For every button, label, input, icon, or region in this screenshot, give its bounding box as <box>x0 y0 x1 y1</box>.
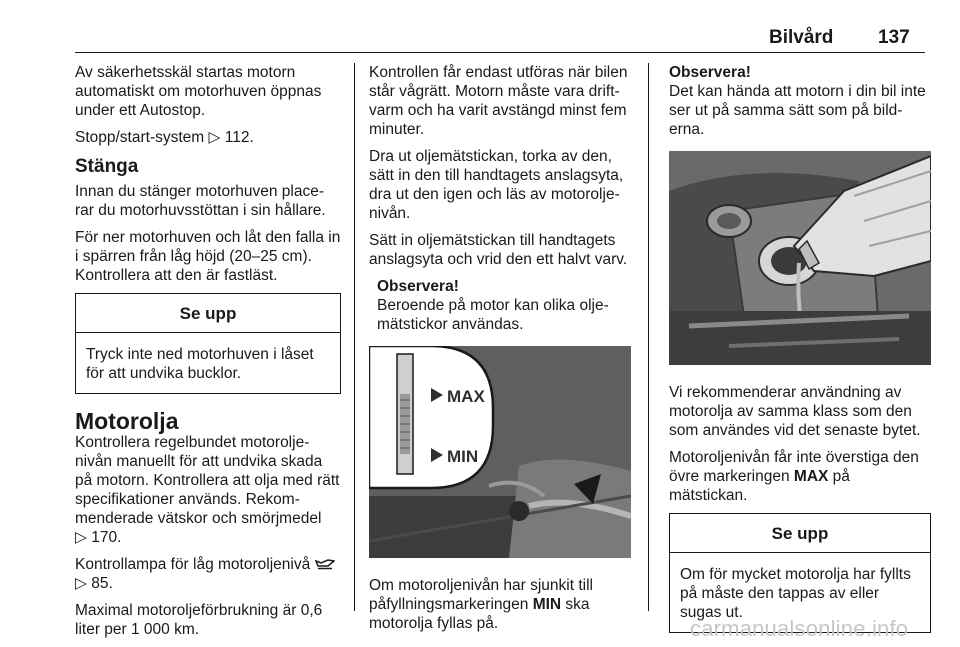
header-rule <box>75 52 925 53</box>
paragraph-recommend: Vi rekommenderar användning av motorolja av samma klass som den som användes vid det senaste bytet. <box>669 384 921 439</box>
caution-box <box>75 293 341 394</box>
watermark: carmanualsonline.info <box>690 616 909 641</box>
note-title: Observera! <box>377 278 459 295</box>
cross-reference-arrow-icon: ▷ <box>208 129 221 146</box>
section-title: Bilvård <box>769 27 834 48</box>
caution-body: Om för mycket motorolja har fyllts på måste den tappas av eller sugas ut. <box>680 566 911 621</box>
paragraph-max-level <box>669 448 931 505</box>
note-body: Det kan hända att motorn i din bil inte ser ut på samma sätt som på bild- erna. <box>669 83 926 138</box>
label-min: MIN <box>447 447 479 466</box>
column-1 <box>75 63 341 647</box>
reference-page: 170. <box>91 529 122 546</box>
paragraph-pull-dipstick: Dra ut oljemätstickan, torka av den, sätt in den till handtagets anslagsyta, dra ut den igen och läs av motorolje- nivån. <box>369 148 624 222</box>
caution-title: Se upp <box>76 294 340 333</box>
paragraph-text: Om motoroljenivån har sjunkit till påfyllningsmarkeringen <box>369 577 593 613</box>
paragraph-text: Kontrollera regelbundet motorolje- nivån manuellt för att undvika skada på motorn. Kontrollera att olja med rätt specifikationer används. Rekom- menderade vätskor och smörjmedel <box>75 434 340 527</box>
paragraph-warning-light <box>75 555 341 593</box>
paragraph-refill <box>369 576 635 633</box>
paragraph-insert-dipstick: Sätt in oljemätstickan till handtagets anslagsyta och vrid den ett halvt varv. <box>369 232 628 268</box>
paragraph-stopstart-ref <box>75 128 341 147</box>
note-block <box>369 277 635 334</box>
paragraph-consumption: Maximal motoroljeförbrukning är 0,6 liter per 1 000 km. <box>75 602 323 638</box>
label-max: MAX <box>447 387 485 406</box>
column-divider-1 <box>354 63 355 611</box>
paragraph-text: Motoroljenivån får inte överstiga den övre markeringen <box>669 449 919 485</box>
page-header <box>0 0 960 52</box>
max-mark: MAX <box>793 468 829 485</box>
column-2 <box>369 63 635 641</box>
dipstick-figure <box>369 346 631 558</box>
paragraph-text: ska motorolja fyllas på. <box>369 596 590 632</box>
caution-box <box>669 513 931 633</box>
oil-filling-photo <box>669 151 931 365</box>
column-3 <box>669 63 931 633</box>
caution-title: Se upp <box>670 514 930 553</box>
paragraph-text: Kontrollampa för låg motoroljenivå <box>75 556 315 573</box>
column-divider-2 <box>648 63 649 611</box>
reference-text: Stopp/start-system <box>75 129 209 146</box>
reference-page: 85. <box>91 575 113 592</box>
heading-motorolja: Motorolja <box>75 408 179 434</box>
caution-body: Tryck inte ned motorhuven i låset för att undvika bucklor. <box>86 346 314 382</box>
heading-stanga: Stänga <box>75 156 139 177</box>
cross-reference-arrow-icon: ▷ <box>75 529 87 546</box>
paragraph-close-prop: Innan du stänger motorhuven place- rar du motorhuvsstöttan i sin hållare. <box>75 183 326 219</box>
paragraph-check-level: Kontrollen får endast utföras när bilen står vågrätt. Motorn måste vara drift- varm och ha varit avstängd minst fem minuter. <box>369 64 628 138</box>
paragraph-close-latch: För ner motorhuven och låt den falla in i spärren från låg höjd (20–25 cm). Kontrollera att den är fastläst. <box>75 229 341 284</box>
min-mark: MIN <box>532 596 562 613</box>
paragraph-check-oil <box>75 433 341 547</box>
paragraph-autostop: Av säkerhetsskäl startas motorn automatiskt om motorhuven öppnas under ett Autostop. <box>75 64 322 119</box>
note-body: Beroende på motor kan olika olje- mätstickor användas. <box>377 297 609 333</box>
note-block <box>669 63 931 139</box>
paragraph-text: på mätstickan. <box>669 468 850 504</box>
cross-reference-arrow-icon: ▷ <box>75 575 87 592</box>
reference-page: 112. <box>224 129 254 146</box>
oil-level-warning-icon <box>315 556 335 573</box>
note-title: Observera! <box>669 64 751 81</box>
page-number: 137 <box>878 27 910 48</box>
